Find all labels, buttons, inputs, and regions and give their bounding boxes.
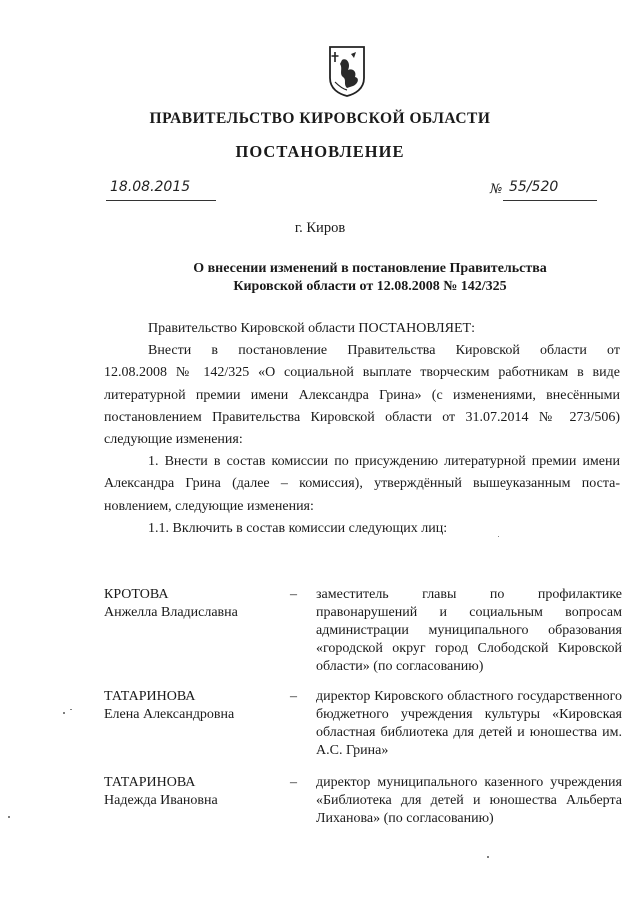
government-title: ПРАВИТЕЛЬСТВО КИРОВСКОЙ ОБЛАСТИ	[149, 110, 491, 127]
member-name	[104, 586, 290, 688]
list-item	[104, 688, 622, 774]
member-surname: ТАТАРИНОВА	[104, 689, 196, 704]
scan-speck	[70, 709, 72, 710]
paragraph-line: постановлением Правительства Кировской области от 31.07.2014 № 273/506)	[104, 409, 620, 425]
document-number-value: 55/520	[509, 179, 559, 195]
subject-line: О внесении изменений в постановление Правительства	[193, 261, 547, 276]
scan-speck	[63, 712, 65, 714]
member-surname: КРОТОВА	[104, 587, 169, 602]
intro-paragraph: Правительство Кировской области ПОСТАНОВЛЯЕТ:	[148, 321, 475, 336]
document-number	[503, 178, 597, 201]
paragraph-line: следующие изменения:	[104, 432, 243, 448]
member-position: директор муниципального казенного учреждения «Библиотека для детей и юношества Альберта Лиханова» (по согласованию)	[316, 775, 622, 826]
member-given-name: Анжелла Владиславна	[104, 605, 238, 620]
commission-members-list	[104, 586, 622, 828]
document-date	[106, 178, 216, 201]
member-dash: –	[290, 587, 297, 602]
paragraph-line: литературной премии имени Александра Грина» (с изменениями, внесёнными	[104, 387, 620, 403]
list-heading: 1.1. Включить в состав комиссии следующих лиц:	[148, 520, 448, 536]
city: г. Киров	[294, 220, 346, 236]
document-subject	[160, 260, 580, 296]
member-given-name: Надежда Ивановна	[104, 793, 218, 808]
kirov-oblast-coat-of-arms-icon	[327, 44, 367, 98]
member-name	[104, 688, 290, 774]
paragraph-line: Внести в постановление Правительства Кировской области от	[148, 343, 620, 359]
list-item	[104, 586, 622, 688]
subject-line: Кировской области от 12.08.2008 № 142/325	[233, 279, 507, 294]
member-dash: –	[290, 775, 297, 790]
member-position: директор Кировского областного государственного бюджетного учреждения культуры «Кировская областная библиотека для детей и юношества им. А.С. Грина»	[316, 689, 622, 758]
member-name	[104, 774, 290, 828]
paragraph-line: Александра Грина (далее – комиссия), утверждённый вышеуказанным поста-	[104, 476, 620, 492]
paragraph-line: новлением, следующие изменения:	[104, 498, 314, 514]
member-position: заместитель главы по профилактике правонарушений и социальным вопросам администрации муниципального образования «городской округ город Слободской Кировской области» (по согласованию)	[316, 587, 622, 674]
paragraph-line: 12.08.2008 № 142/325 «О социальной выплате творческим работникам в виде	[104, 365, 620, 381]
scan-speck	[487, 856, 489, 858]
document-date-value: 18.08.2015	[110, 179, 191, 195]
document-type: ПОСТАНОВЛЕНИЕ	[235, 142, 405, 161]
member-surname: ТАТАРИНОВА	[104, 775, 196, 790]
list-item	[104, 774, 622, 828]
scan-speck	[498, 536, 499, 537]
document-body	[104, 318, 620, 540]
number-label: №	[490, 182, 503, 197]
scan-speck	[8, 816, 10, 818]
member-given-name: Елена Александровна	[104, 707, 235, 722]
paragraph-line: 1. Внести в состав комиссии по присуждению литературной премии имени	[148, 454, 620, 470]
member-dash: –	[290, 689, 297, 704]
